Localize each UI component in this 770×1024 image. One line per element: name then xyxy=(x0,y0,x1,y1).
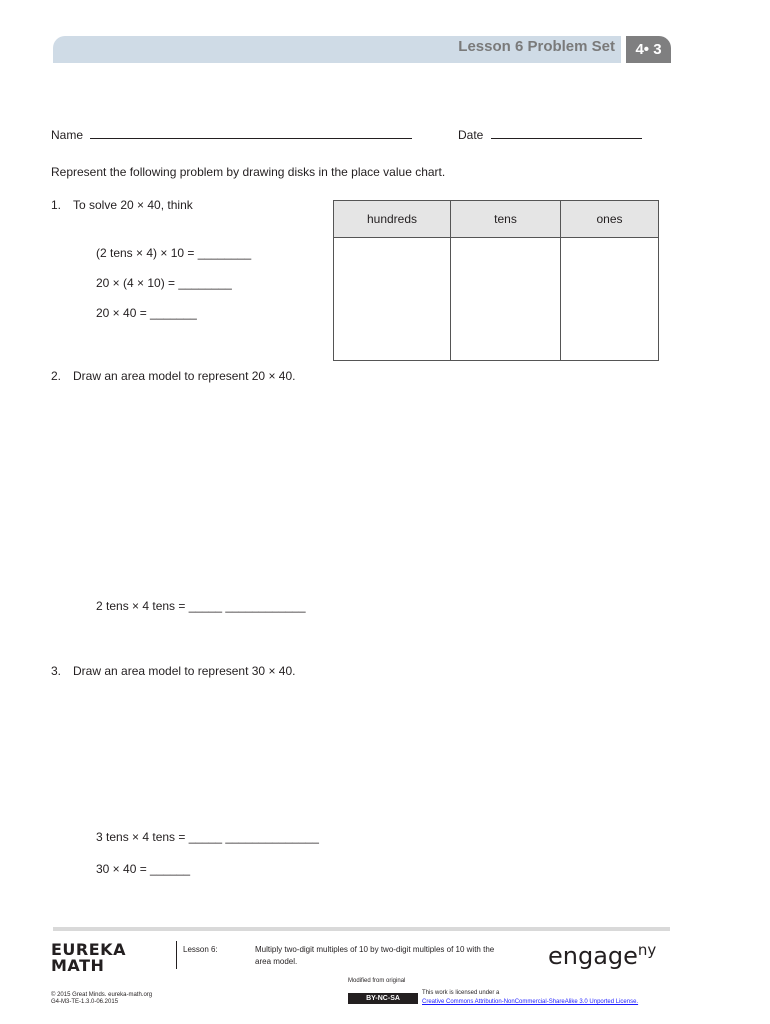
header-tens: tens xyxy=(451,201,561,238)
date-row xyxy=(458,126,642,142)
problem-2-number: 2. xyxy=(51,369,62,383)
date-label: Date xyxy=(458,128,484,142)
engageny-logo: engage$^{ny}$ xyxy=(548,941,657,970)
header-ones: ones xyxy=(561,201,659,238)
problem-1-number: 1. xyxy=(51,198,62,212)
problem-1-text: To solve 20 × 40, think xyxy=(73,198,193,212)
footer-divider xyxy=(176,941,177,969)
footer-rule xyxy=(53,927,670,931)
license-text: This work is licensed under a xyxy=(422,990,500,996)
problem-3-answer-line-2: 30 × 40 = ______ xyxy=(96,862,191,876)
problem-1-line-2: 20 × (4 × 10) = ________ xyxy=(96,276,232,290)
problem-1-line-1: (2 tens × 4) × 10 = ________ xyxy=(96,246,252,260)
problem-1-line-3: 20 × 40 = _______ xyxy=(96,306,197,320)
instructions: Represent the following problem by drawing disks in the place value chart. xyxy=(51,165,446,179)
modified-note: Modified from original xyxy=(348,978,406,984)
problem-2-answer-line: 2 tens × 4 tens = _____ ____________ xyxy=(96,599,306,613)
problem-3-text: Draw an area model to represent 30 × 40. xyxy=(73,664,296,678)
problem-3-number: 3. xyxy=(51,664,62,678)
cell-ones[interactable] xyxy=(561,238,659,361)
copyright-line-1: © 2015 Great Minds. eureka-math.org xyxy=(51,992,153,998)
cell-hundreds[interactable] xyxy=(334,238,451,361)
place-value-chart xyxy=(333,200,659,361)
name-label: Name xyxy=(51,128,84,142)
module-badge: 4• 3 xyxy=(626,36,671,63)
date-line[interactable] xyxy=(491,126,642,139)
footer-lesson-desc-2: area model. xyxy=(255,957,298,966)
footer-lesson-label: Lesson 6: xyxy=(183,945,218,954)
name-row xyxy=(51,126,412,142)
license-link[interactable]: Creative Commons Attribution-NonCommercial-ShareAlike 3.0 Unported License. xyxy=(422,999,639,1005)
problem-3-answer-line-1: 3 tens × 4 tens = _____ ______________ xyxy=(96,830,319,844)
eureka-math-logo: EUREKA MATH xyxy=(51,940,126,975)
problem-2-text: Draw an area model to represent 20 × 40. xyxy=(73,369,296,383)
page-title: Lesson 6 Problem Set xyxy=(458,38,615,55)
footer-lesson-desc-1: Multiply two-digit multiples of 10 by two-digit multiples of 10 with the xyxy=(255,945,495,954)
header-hundreds: hundreds xyxy=(334,201,451,238)
copyright-line-2: G4-M3-TE-1.3.0-06.2015 xyxy=(51,999,119,1005)
cc-license-badge: BY-NC-SA xyxy=(348,993,418,1004)
cell-tens[interactable] xyxy=(451,238,561,361)
name-line[interactable] xyxy=(90,126,412,139)
